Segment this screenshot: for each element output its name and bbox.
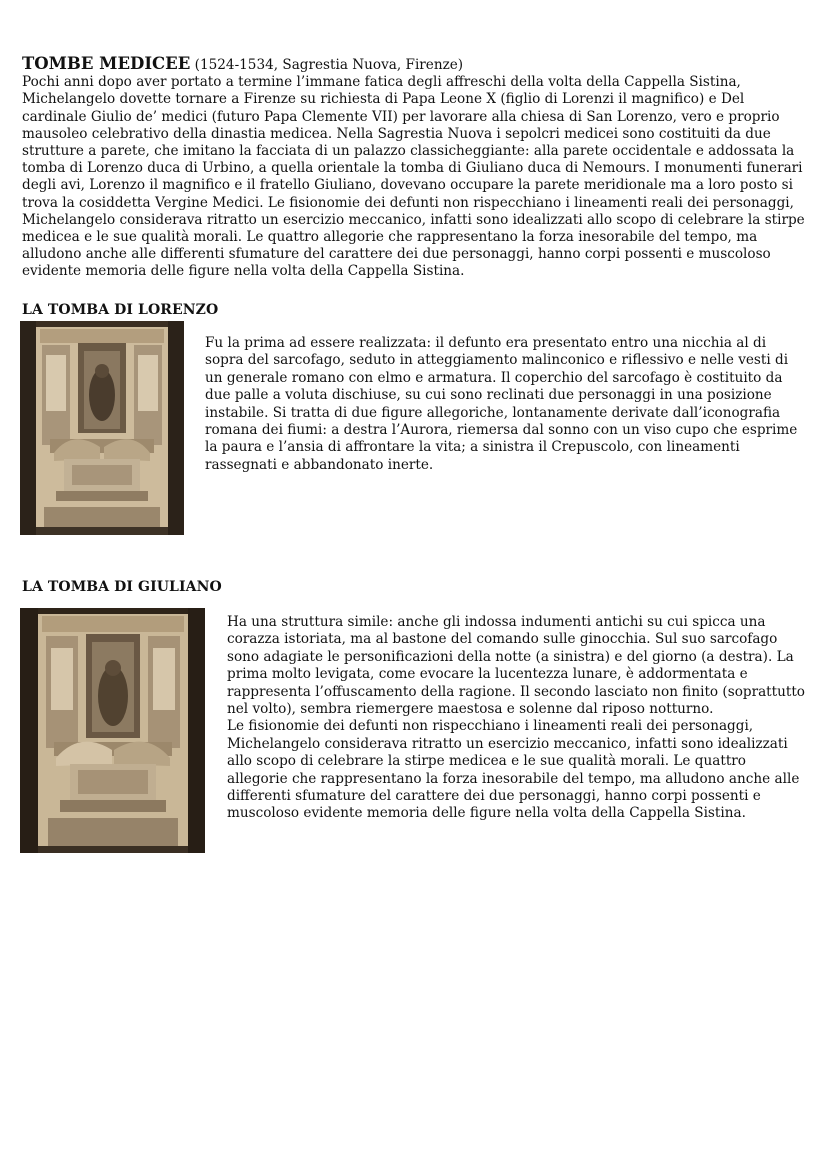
intro-section <box>22 55 812 281</box>
section-heading-lorenzo: LA TOMBA DI LORENZO <box>22 302 219 318</box>
giuliano-paragraph-1: Ha una struttura simile: anche gli indossa indumenti antichi su cui spicca una corazza istoriata, ma al bastone del comando sulle ginocchia. Sul suo sarcofago sono adagiate le personificazioni della notte (a sinistra) e del giorno (a destra). La prima molto levigata, come evocare la lucentezza lunare, è addormentata e rappresenta l’offuscamento della ragione. Il secondo lasciato non finito (soprattutto nel volto), sembra riemergere maestosa e solenne dal riposo notturno. <box>227 614 805 718</box>
document-subtitle: (1524-1534, Sagrestia Nuova, Firenze) <box>190 57 464 73</box>
section-heading-giuliano: LA TOMBA DI GIULIANO <box>22 579 222 595</box>
giuliano-paragraph-2: Le fisionomie dei defunti non rispecchiano i lineamenti reali dei personaggi, Michelangelo considerava ritratto un esercizio meccanico, infatti sono idealizzati allo scopo di celebrare la stirpe medicea e le sue qualità morali. Le quattro allegorie che rappresentano la forza inesorabile del tempo, ma alludono anche alle differenti sfumature del carattere dei due personaggi, hanno corpi possenti e muscoloso evidente memoria delle figure nella volta della Cappella Sistina. <box>227 718 800 822</box>
giuliano-description <box>227 614 807 823</box>
intro-paragraph: Pochi anni dopo aver portato a termine l’immane fatica degli affreschi della volta della Cappella Sistina, Michelangelo dovette tornare a Firenze su richiesta di Papa Leone X (figlio di Lorenzi il magnifico) e Del cardinale Giulio de’ medici (futuro Papa Clemente VII) per lavorare alla chiesa di San Lorenzo, vero e proprio mausoleo celebrativo della dinastia medicea. Nella Sagrestia Nuova i sepolcri medicei sono costituiti da due strutture a parete, che imitano la facciata di un palazzo classicheggiante: alla parete occidentale e addossata la tomba di Lorenzo duca di Urbino, a quella orientale la tomba di Giuliano duca di Nemours. I monumenti funerari degli avi, Lorenzo il magnifico e il fratello Giuliano, dovevano occupare la parete meridionale ma a loro posto si trova la cosiddetta Vergine Medici. Le fisionomie dei defunti non rispecchiano i lineamenti reali dei personaggi, Michelangelo considerava ritratto un esercizio meccanico, infatti sono idealizzati allo scopo di celebrare la stirpe medicea e le sue qualità morali. Le quattro allegorie che rappresentano la forza inesorabile del tempo, ma alludono anche alle differenti sfumature del carattere dei due personaggi, hanno corpi possenti e muscoloso evidente memoria delle figure nella volta della Cappella Sistina. <box>22 74 805 280</box>
document-title: TOMBE MEDICEE <box>22 54 191 73</box>
lorenzo-description <box>205 335 805 474</box>
lorenzo-tomb-photo <box>20 321 184 535</box>
lorenzo-paragraph: Fu la prima ad essere realizzata: il defunto era presentato entro una nicchia al di sopra del sarcofago, seduto in atteggiamento malinconico e riflessivo e nelle vesti di un generale romano con elmo e armatura. Il coperchio del sarcofago è costituito da due palle a voluta dischiuse, su cui sono reclinati due personaggi in una posizione instabile. Si tratta di due figure allegoriche, lontanamente derivate dall’iconografia romana dei fiumi: a destra l’Aurora, riemersa dal sonno con un viso cupo che esprime la paura e l’ansia di affrontare la vita; a sinistra il Crepuscolo, con lineamenti rassegnati e abbandonato inerte. <box>205 335 798 473</box>
giuliano-tomb-photo <box>20 608 205 853</box>
